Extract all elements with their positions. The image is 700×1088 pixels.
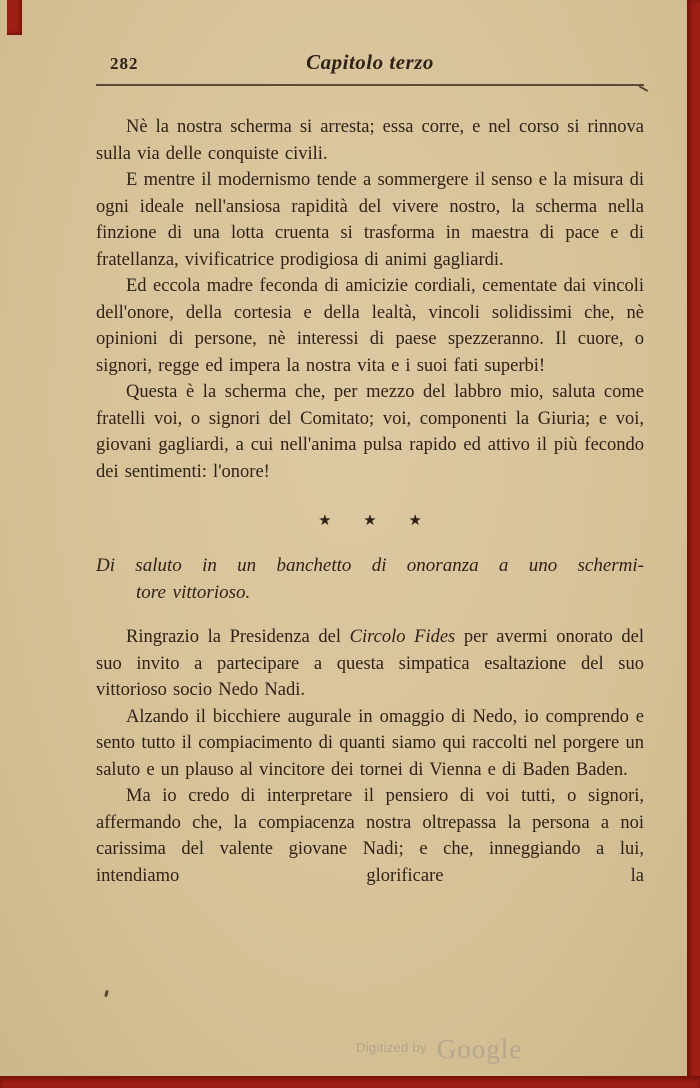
digitized-by-label: Digitized by	[356, 1040, 427, 1055]
paragraph	[96, 624, 644, 704]
paragraph: Nè la nostra scherma si arresta; essa corre, e nel corso si rinnova sulla via delle conquiste civili.	[96, 117, 644, 164]
book-edge-right	[687, 0, 700, 1088]
chapter-title: Capitolo terzo	[306, 50, 434, 74]
google-logo: Google	[436, 1034, 523, 1064]
scanned-page	[96, 50, 644, 889]
work-title: Circolo Fides	[349, 627, 456, 647]
paragraph: Questa è la scherma che, per mezzo del labbro mio, saluta come fratelli voi, o signori del Comitato; voi, componenti la Giuria; e voi, giovani gagliardi, a cui nell'anima pulsa rapido ed attivo il più fecondo dei sentimenti: l'onore!	[96, 382, 644, 482]
page-number: 282	[110, 54, 139, 73]
section-heading	[96, 552, 644, 606]
header-rule	[96, 84, 644, 86]
section-heading-line: Di saluto in un banchetto di onoranza a uno schermi-	[96, 555, 644, 576]
paragraph-text: per avermi onorato del suo invito a partecipare a questa simpatica esaltazione del suo vittorioso socio Nedo Nadi.	[96, 627, 644, 700]
paragraph: Alzando il bicchiere augurale in omaggio di Nedo, io comprendo e sento tutto il compiacimento di quanti siamo qui raccolti nel porgere un saluto e un plauso al vincitore dei tornei di Vienna e di Baden Baden.	[96, 706, 644, 780]
book-edge-top-left	[7, 0, 22, 35]
section-heading-line: tore vittorioso.	[136, 582, 251, 603]
paragraph: Ed eccola madre feconda di amicizie cordiali, cementate dai vincoli dell'onore, della cortesia e della lealtà, vincoli solidissimi che, nè opinioni di persone, nè interessi di paese spezzeranno. Il cuore, o signori, regge ed impera la nostra vita e i suoi fati superbi!	[96, 276, 644, 376]
paragraph-text: Ringrazio la Presidenza del	[126, 627, 350, 647]
paragraph: E mentre il modernismo tende a sommergere il senso e la misura di ogni ideale nell'ansiosa rapidità del vivere nostro, la scherma nella finzione di una lotta cruenta si trasforma in maestra di pace e di fratellanza, vivificatrice prodigiosa di animi gagliardi.	[96, 170, 644, 270]
section-divider-stars: ★ ★ ★	[318, 513, 436, 529]
book-edge-bottom	[0, 1076, 700, 1088]
page-header	[96, 50, 644, 80]
google-watermark	[356, 1034, 522, 1065]
ink-speck	[104, 990, 109, 998]
paragraph: Ma io credo di interpretare il pensiero di voi tutti, o signori, affermando che, la compiacenza nostra oltrepassa la persona a noi carissima del valente giovane Nadi; e che, inneggiando a lui, intendiamo glorificare la	[96, 786, 644, 886]
